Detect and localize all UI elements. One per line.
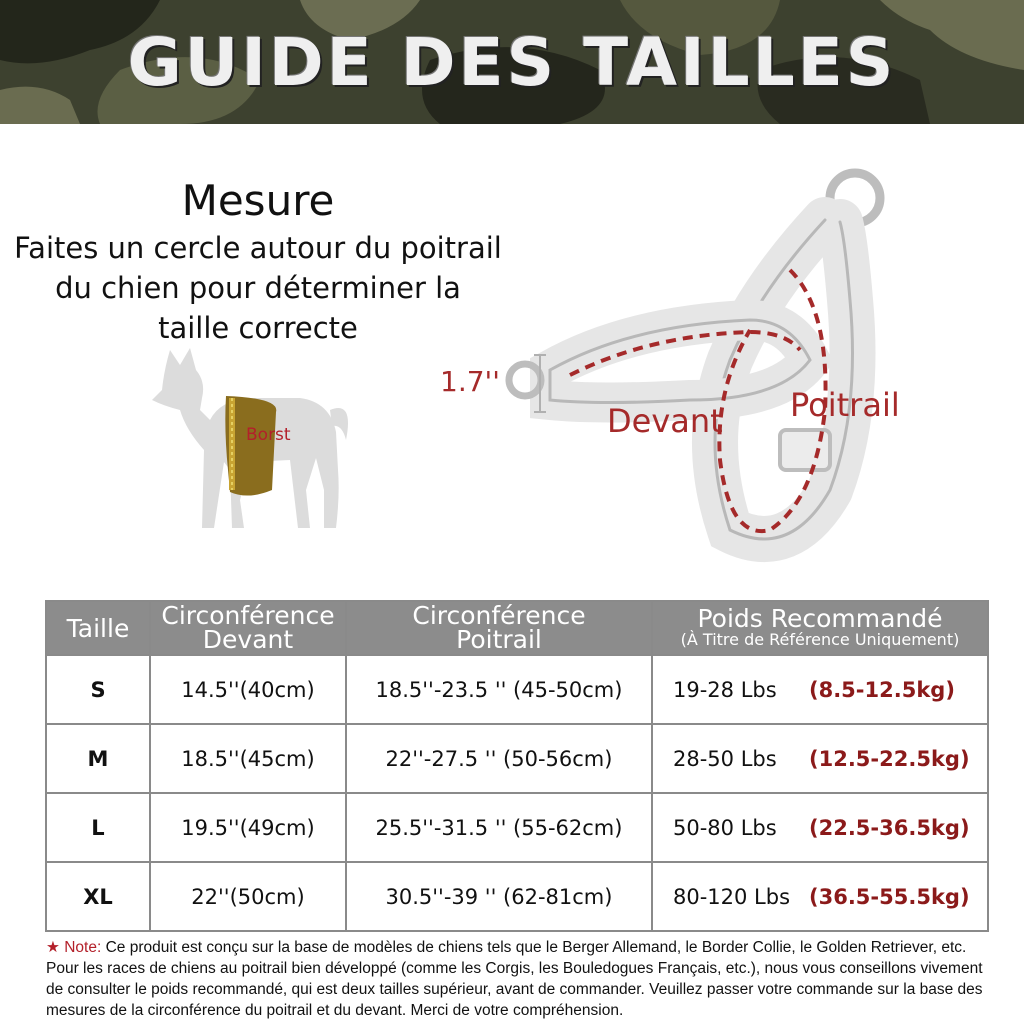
header-weight: Poids Recommandé (À Titre de Référence Uniquement) bbox=[652, 601, 988, 655]
weight-lbs: 50-80 Lbs bbox=[673, 815, 777, 840]
weight-kg: (12.5-22.5kg) bbox=[809, 746, 970, 771]
height-label: 1.7'' bbox=[440, 365, 500, 398]
cell-front: 22''(50cm) bbox=[150, 862, 346, 931]
header-chest: Circonférence Poitrail bbox=[346, 601, 652, 655]
cell-weight bbox=[652, 862, 988, 931]
weight-lbs: 19-28 Lbs bbox=[673, 677, 777, 702]
table-row bbox=[46, 862, 988, 931]
measure-line: du chien pour déterminer la bbox=[55, 271, 461, 305]
cell-weight bbox=[652, 793, 988, 862]
table-header-row bbox=[46, 601, 988, 655]
cell-chest: 25.5''-31.5 '' (55-62cm) bbox=[346, 793, 652, 862]
note-text: Ce produit est conçu sur la base de modèles de chiens tels que le Berger Allemand, le Border Collie, le Golden Retriever, etc. Pour les races de chiens au poitrail bien développé (comme les Corgis, les Bouledogues Français, etc.), nous vous conseillons vivement de consulter le poids recommandé, qui est deux tailles supérieur, avant de commander. Veuillez passer votre commande sur la base des mesures de la circonférence du poitrail et du devant. Merci de votre compréhension. bbox=[46, 939, 983, 1019]
cell-front: 19.5''(49cm) bbox=[150, 793, 346, 862]
cell-size: L bbox=[46, 793, 150, 862]
cell-front: 18.5''(45cm) bbox=[150, 724, 346, 793]
size-table bbox=[45, 600, 989, 932]
footnote bbox=[46, 937, 986, 1021]
cell-chest: 18.5''-23.5 '' (45-50cm) bbox=[346, 655, 652, 724]
header-banner bbox=[0, 0, 1024, 124]
chest-label: Poitrail bbox=[790, 386, 900, 424]
cell-size: M bbox=[46, 724, 150, 793]
cell-size: S bbox=[46, 655, 150, 724]
cell-size: XL bbox=[46, 862, 150, 931]
weight-kg: (36.5-55.5kg) bbox=[809, 884, 970, 909]
header-size: Taille bbox=[46, 601, 150, 655]
table-row bbox=[46, 655, 988, 724]
dog-chest-label: Borst bbox=[246, 425, 291, 445]
measure-line: Faites un cercle autour du poitrail bbox=[14, 231, 502, 265]
page-title: GUIDE DES TAILLES bbox=[127, 23, 897, 101]
table-row bbox=[46, 724, 988, 793]
cell-front: 14.5''(40cm) bbox=[150, 655, 346, 724]
weight-lbs: 28-50 Lbs bbox=[673, 746, 777, 771]
cell-weight bbox=[652, 724, 988, 793]
table-row bbox=[46, 793, 988, 862]
measure-title: Mesure bbox=[181, 176, 335, 225]
cell-chest: 30.5''-39 '' (62-81cm) bbox=[346, 862, 652, 931]
harness-illustration bbox=[430, 160, 930, 570]
weight-lbs: 80-120 Lbs bbox=[673, 884, 791, 909]
header-front: Circonférence Devant bbox=[150, 601, 346, 655]
front-label: Devant bbox=[607, 402, 723, 440]
weight-kg: (22.5-36.5kg) bbox=[809, 815, 970, 840]
dog-silhouette-icon bbox=[140, 340, 350, 540]
measure-line: taille correcte bbox=[158, 311, 358, 345]
cell-weight bbox=[652, 655, 988, 724]
weight-kg: (8.5-12.5kg) bbox=[809, 677, 955, 702]
cell-chest: 22''-27.5 '' (50-56cm) bbox=[346, 724, 652, 793]
star-icon: ★ bbox=[46, 939, 60, 956]
note-label: Note: bbox=[64, 939, 102, 956]
